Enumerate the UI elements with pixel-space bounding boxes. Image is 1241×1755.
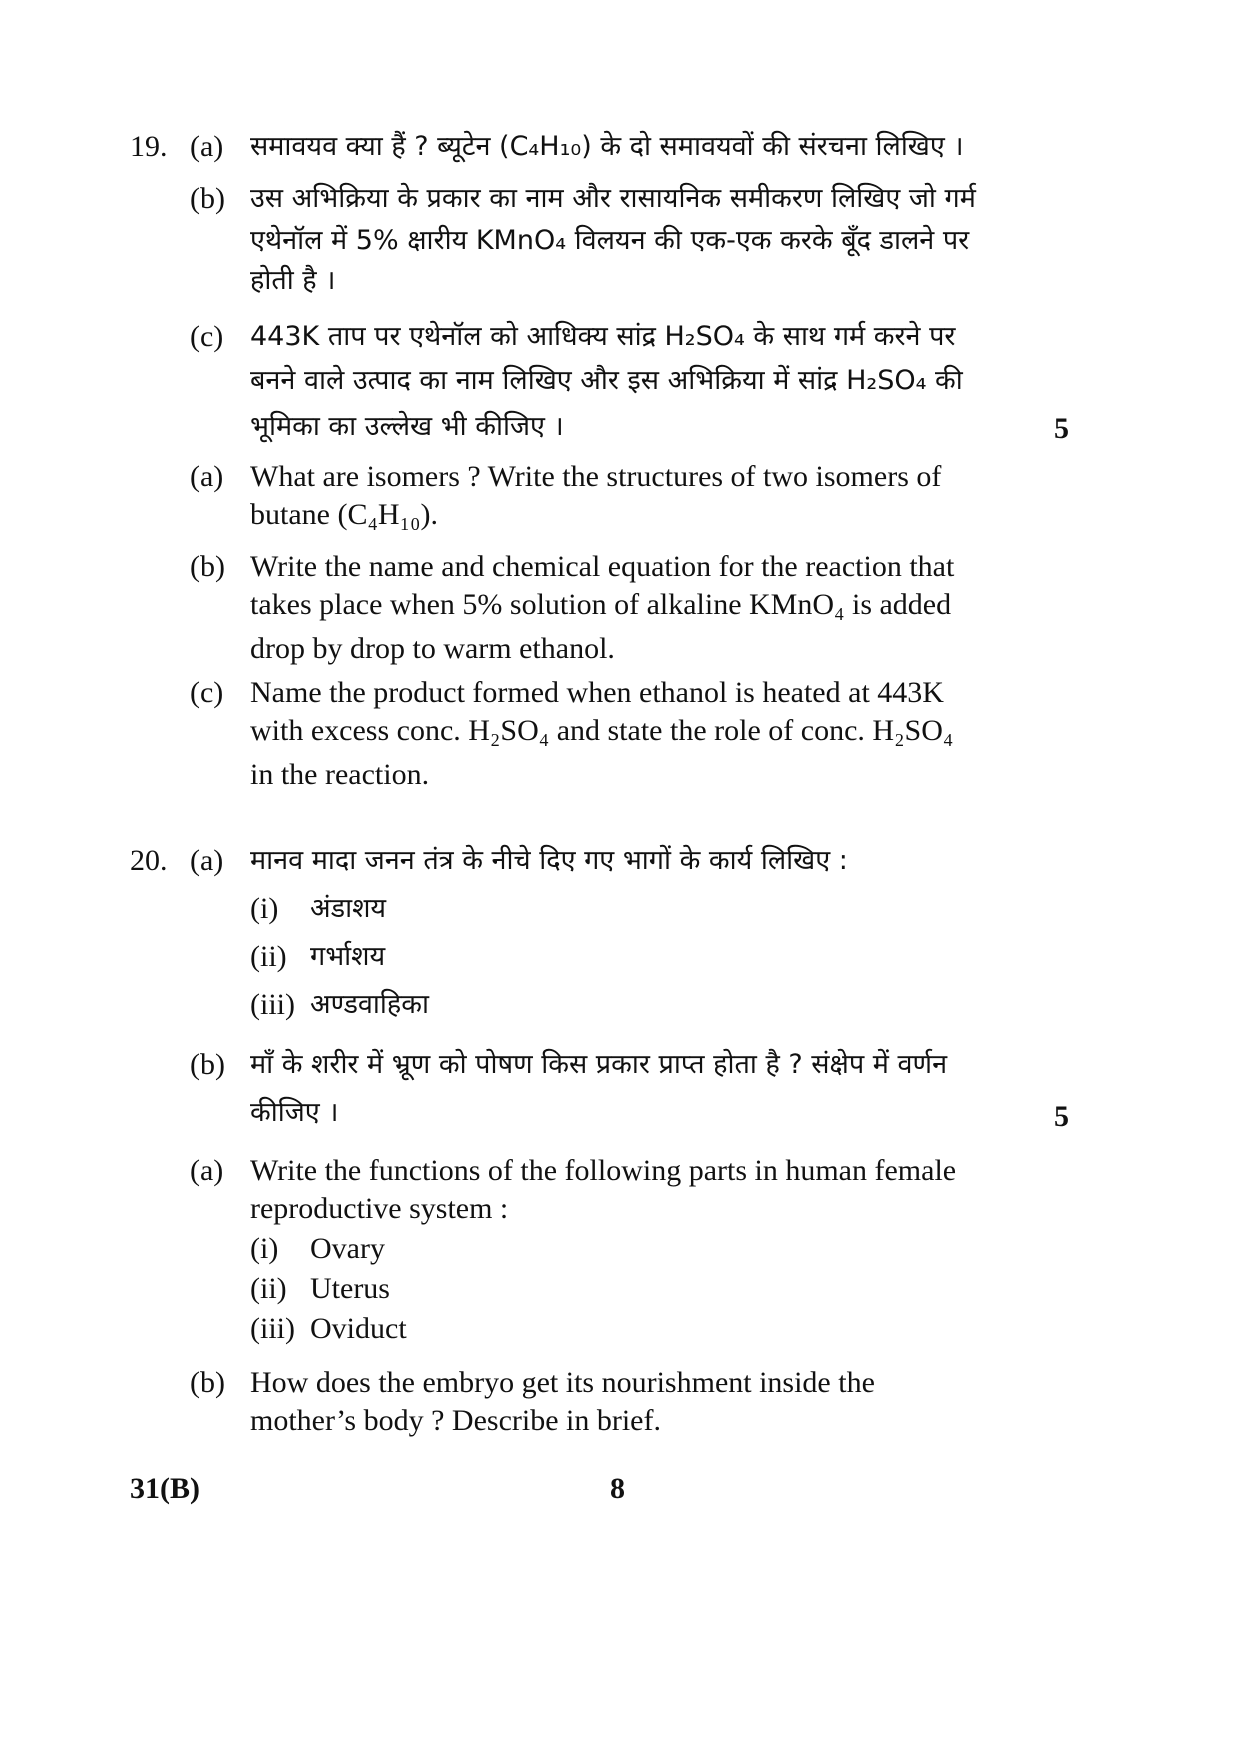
- q19-english-a-line1: What are isomers ? Write the structures of two isomers of: [250, 460, 942, 493]
- q19-english-b-line1: Write the name and chemical equation for the reaction that: [250, 550, 955, 583]
- q20-english-b-label: (b): [190, 1366, 225, 1399]
- q20-hindi-b-line2: कीजिए ।: [250, 1097, 339, 1128]
- q19-hindi-c-line2: बनने वाले उत्पाद का नाम लिखिए और इस अभिक्रिया में सांद्र H₂SO₄ की: [250, 365, 963, 396]
- q20-hindi-a-text: मानव मादा जनन तंत्र के नीचे दिए गए भागों के कार्य लिखिए :: [250, 845, 848, 876]
- q20-english-item-1-label: (i): [250, 1232, 279, 1265]
- q19-marks: 5: [1054, 412, 1069, 445]
- q20-marks: 5: [1054, 1100, 1069, 1133]
- q20-hindi-item-2-text: गर्भाशय: [310, 941, 386, 972]
- q19-english-a-line2: butane (C₄H₁₀).: [250, 498, 438, 531]
- q19-hindi-b-line2: एथेनॉल में 5% क्षारीय KMnO₄ विलयन की एक-एक करके बूँद डालने पर: [250, 225, 970, 256]
- q19-hindi-b-line1: उस अभिक्रिया के प्रकार का नाम और रासायनिक समीकरण लिखिए जो गर्म: [250, 183, 976, 214]
- q20-english-item-2-label: (ii): [250, 1272, 287, 1305]
- q19-hindi-b-line3: होती है ।: [250, 265, 336, 296]
- q19-english-c-line1: Name the product formed when ethanol is heated at 443K: [250, 676, 944, 709]
- q19-english-b-line2: takes place when 5% solution of alkaline KMnO₄ is added: [250, 588, 952, 621]
- q20-english-item-3-text: Oviduct: [310, 1312, 407, 1345]
- q19-hindi-a-text: समावयव क्या हैं ? ब्यूटेन (C₄H₁₀) के दो समावयवों की संरचना लिखिए ।: [250, 131, 964, 162]
- q19-hindi-a-label: (a): [190, 130, 224, 163]
- q19-english-a-label: (a): [190, 460, 224, 493]
- q20-hindi-b-label: (b): [190, 1048, 225, 1081]
- q20-english-b-line1: How does the embryo get its nourishment inside the: [250, 1366, 875, 1399]
- page-number: 8: [610, 1472, 625, 1505]
- q20-english-a-line1: Write the functions of the following parts in human female: [250, 1154, 957, 1187]
- q20-hindi-a-label: (a): [190, 844, 224, 877]
- q20-hindi-item-3-text: अण्डवाहिका: [310, 989, 429, 1020]
- q20-english-item-2-text: Uterus: [310, 1272, 390, 1305]
- q19-hindi-c-line3: भूमिका का उल्लेख भी कीजिए ।: [250, 411, 564, 442]
- q20-hindi-item-1-text: अंडाशय: [310, 893, 387, 924]
- q19-english-c-line3: in the reaction.: [250, 758, 430, 791]
- q20-hindi-item-3-label: (iii): [250, 988, 295, 1021]
- q20-english-item-3-label: (iii): [250, 1312, 295, 1345]
- q20-hindi-item-1-label: (i): [250, 892, 279, 925]
- q19-hindi-c-line1: 443K ताप पर एथेनॉल को आधिक्य सांद्र H₂SO₄ के साथ गर्म करने पर: [250, 321, 956, 352]
- q19-english-b-label: (b): [190, 550, 225, 583]
- question-20-number: 20.: [130, 844, 168, 877]
- q19-english-c-line2: with excess conc. H₂SO₄ and state the role of conc. H₂SO₄: [250, 714, 954, 747]
- q20-english-a-line2: reproductive system :: [250, 1192, 509, 1225]
- question-19-number: 19.: [130, 130, 168, 163]
- q19-hindi-c-label: (c): [190, 320, 224, 353]
- q19-english-b-line3: drop by drop to warm ethanol.: [250, 632, 615, 665]
- q19-english-c-label: (c): [190, 676, 224, 709]
- paper-code: 31(B): [130, 1472, 200, 1505]
- q20-english-item-1-text: Ovary: [310, 1232, 385, 1265]
- q20-english-a-label: (a): [190, 1154, 224, 1187]
- q20-hindi-b-line1: माँ के शरीर में भ्रूण को पोषण किस प्रकार प्राप्त होता है ? संक्षेप में वर्णन: [250, 1049, 948, 1080]
- q19-hindi-b-label: (b): [190, 182, 225, 215]
- q20-hindi-item-2-label: (ii): [250, 940, 287, 973]
- q20-english-b-line2: mother’s body ? Describe in brief.: [250, 1404, 661, 1437]
